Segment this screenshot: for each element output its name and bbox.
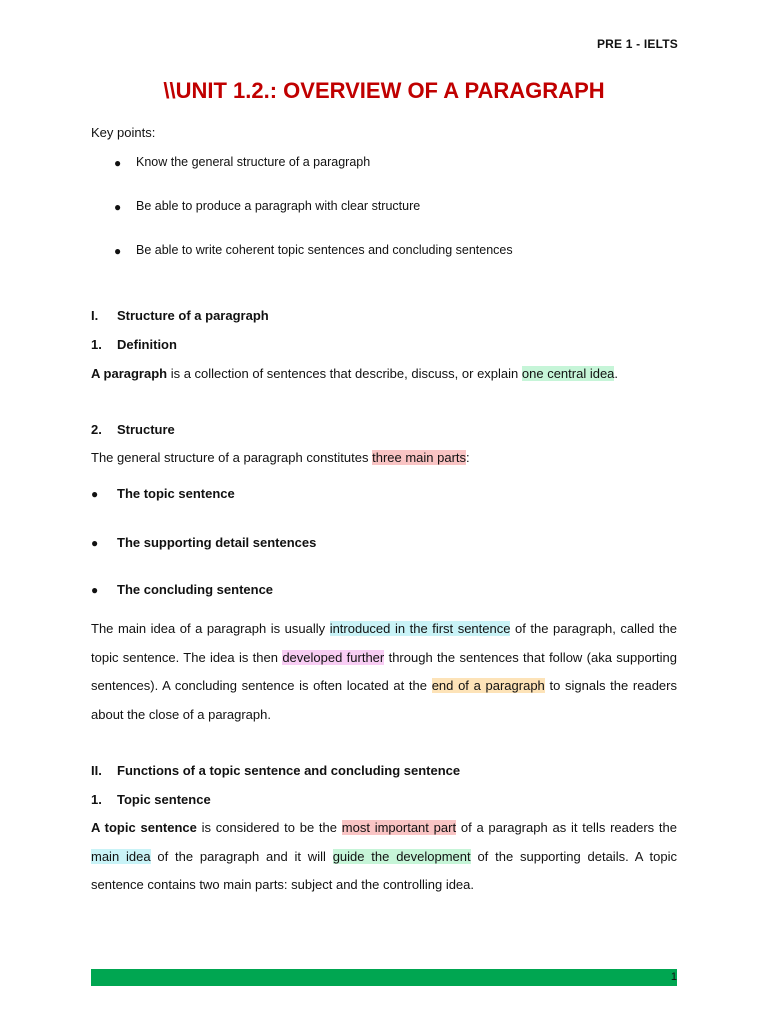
highlight-three-main-parts: three main parts: [372, 450, 467, 465]
definition-term: A paragraph: [91, 366, 168, 381]
section-1-heading: Structure of a paragraph: [117, 308, 269, 323]
section-2-number: II.: [91, 763, 102, 778]
definition-text: [91, 366, 618, 381]
key-point-item: Be able to produce a paragraph with clear structure: [136, 199, 421, 213]
paragraph-text: is considered to be the: [196, 820, 342, 835]
subsection-topic-number: 1.: [91, 792, 102, 807]
paragraph-text: The main idea of a paragraph is usually: [91, 621, 330, 636]
highlight-first-sentence: introduced in the first sentence: [329, 621, 511, 636]
bullet-icon: ●: [91, 536, 99, 550]
structure-intro-text: [91, 450, 470, 465]
bullet-icon: ●: [114, 156, 122, 170]
page-title: \\UNIT 1.2.: OVERVIEW OF A PARAGRAPH: [163, 78, 605, 103]
bullet-icon: ●: [114, 200, 122, 214]
subsection-1-number: 1.: [91, 337, 102, 352]
highlight-guide-development: guide the development: [332, 848, 471, 864]
subsection-definition-heading: Definition: [117, 337, 177, 352]
highlight-central-idea: one central idea: [521, 366, 615, 381]
paragraph-text: of the supporting details. A topic sentence contains two main parts: subject and the controlling idea.: [91, 848, 678, 892]
subsection-topic-heading: Topic sentence: [117, 792, 211, 807]
paragraph-text: of the paragraph, called the topic sentence. The idea is then: [91, 621, 678, 665]
part-item: The topic sentence: [117, 486, 235, 501]
bullet-icon: ●: [91, 583, 99, 597]
key-points-label: Key points:: [91, 125, 156, 140]
highlight-most-important-part: most important part: [341, 820, 457, 835]
highlight-end-of-paragraph: end of a paragraph: [431, 678, 545, 693]
part-item: The supporting detail sentences: [117, 535, 317, 550]
definition-end: .: [614, 366, 619, 381]
highlight-developed-further: developed further: [282, 649, 385, 665]
key-point-item: Be able to write coherent topic sentences and concluding sentences: [136, 243, 513, 257]
section-2-heading: Functions of a topic sentence and concluding sentence: [117, 763, 461, 778]
paragraph-text: of the paragraph and it will: [150, 848, 333, 864]
paragraph-text: of a paragraph as it tells readers the: [456, 820, 678, 835]
subsection-2-number: 2.: [91, 422, 102, 437]
section-1-number: I.: [91, 308, 99, 323]
bullet-icon: ●: [114, 244, 122, 258]
header-course-label: PRE 1 - IELTS: [596, 37, 678, 51]
bullet-icon: ●: [91, 487, 99, 501]
topic-sentence-paragraph: [91, 814, 677, 900]
definition-body: is a collection of sentences that describe, discuss, or explain: [167, 366, 522, 381]
footer-bar: [91, 969, 677, 986]
subsection-structure-heading: Structure: [117, 422, 175, 437]
structure-paragraph: [91, 615, 677, 729]
paragraph-text: to signals the readers about the close of a paragraph.: [91, 678, 677, 722]
structure-intro-end: :: [466, 450, 470, 465]
page-number: 1: [670, 971, 677, 983]
paragraph-text: through the sentences that follow (aka supporting sentences). A concluding sentence is often located at the: [91, 649, 677, 693]
structure-intro-body: The general structure of a paragraph constitutes: [91, 450, 373, 465]
topic-sentence-term: A topic sentence: [91, 820, 197, 835]
key-point-item: Know the general structure of a paragraph: [136, 155, 371, 169]
highlight-main-idea: main idea: [91, 848, 151, 864]
part-item: The concluding sentence: [117, 582, 274, 597]
